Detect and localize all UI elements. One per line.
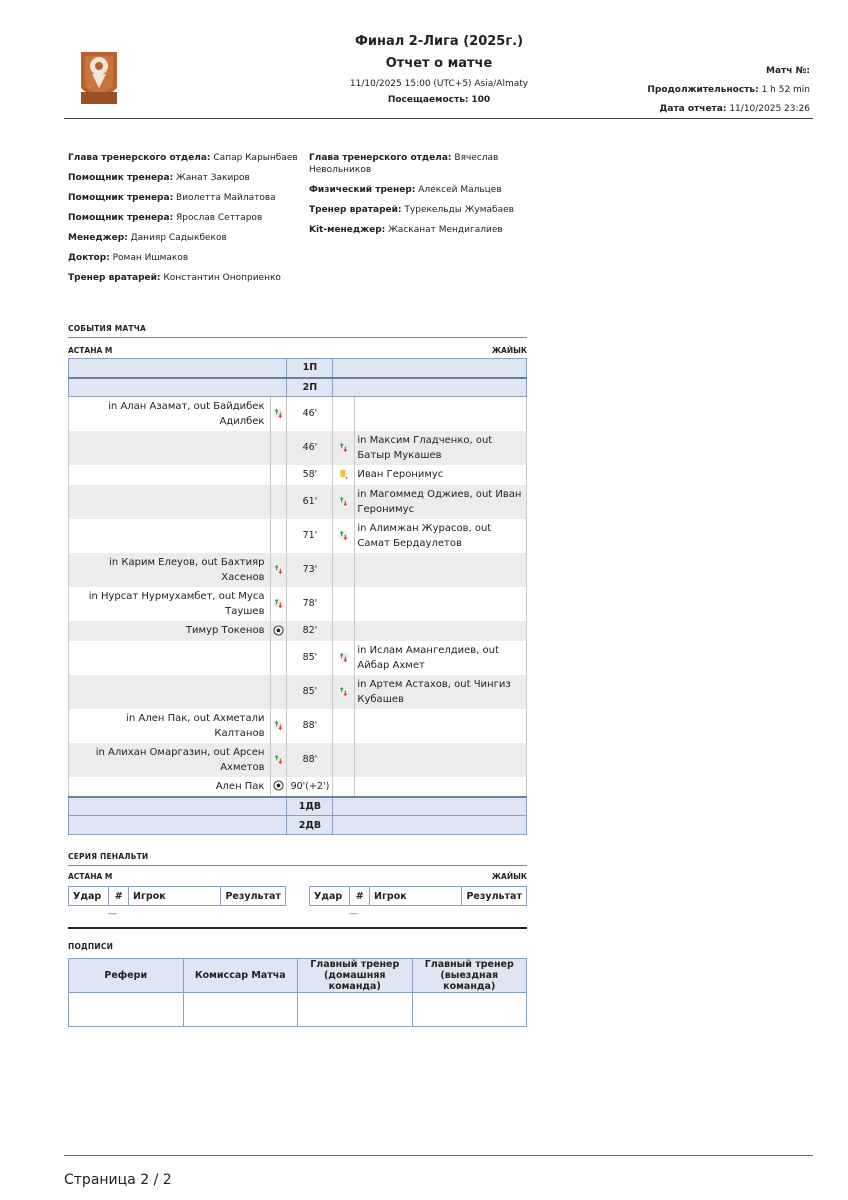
event-row — [69, 777, 527, 797]
events-away-team: ЖАЙЫК — [491, 346, 527, 355]
event-away-text — [355, 553, 527, 587]
goal-ball-icon — [273, 625, 284, 636]
event-home-text: in Алихан Омаргазин, out Арсен Ахметов — [69, 743, 271, 777]
event-away-icon-cell — [333, 485, 355, 519]
period-row-et1: 1ДВ — [69, 797, 527, 816]
report-title: Финал 2-Лига (2025г.) — [354, 34, 524, 49]
match-duration: Продолжительность: 1 h 52 min — [647, 85, 810, 95]
staff-row — [309, 224, 524, 236]
report-subtitle: Отчет о матче — [385, 56, 493, 71]
substitution-icon — [273, 598, 284, 609]
event-away-text — [355, 709, 527, 743]
period-row-et2: 2ДВ — [69, 816, 527, 835]
penalties-bottom-rule — [68, 927, 527, 929]
staff-role: Помощник тренера: — [68, 173, 174, 183]
staff-role: Помощник тренера: — [68, 213, 174, 223]
event-home-icon-cell — [271, 397, 287, 431]
footer-divider — [64, 1155, 813, 1156]
event-row — [69, 431, 527, 465]
home-penalties-empty: — — [108, 909, 117, 919]
event-minute: 85' — [287, 641, 333, 675]
signatures-section-title: ПОДПИСИ — [68, 942, 114, 951]
event-away-icon-cell — [333, 519, 355, 553]
event-away-text — [355, 397, 527, 431]
substitution-icon — [338, 496, 349, 507]
staff-name: Сапар Карынбаев — [213, 153, 298, 163]
event-away-text — [355, 743, 527, 777]
event-away-icon-cell — [333, 641, 355, 675]
sig-commissioner-header: Комиссар Матча — [183, 959, 298, 993]
event-home-text — [69, 465, 271, 485]
staff-name: Роман Ишмаков — [112, 253, 189, 263]
staff-row — [68, 152, 298, 164]
header-divider — [64, 118, 813, 119]
col-kick: Удар — [69, 887, 109, 906]
event-home-icon-cell — [271, 519, 287, 553]
staff-name: Ярослав Сеттаров — [176, 213, 263, 223]
away-penalties-empty: — — [349, 909, 358, 919]
substitution-icon — [338, 530, 349, 541]
event-row — [69, 709, 527, 743]
penalties-home-team: АСТАНА М — [68, 872, 113, 881]
staff-row — [68, 252, 298, 264]
event-home-text: in Алан Азамат, out Байдибек Адилбек — [69, 397, 271, 431]
event-away-icon-cell — [333, 465, 355, 485]
penalties-section-title: СЕРИЯ ПЕНАЛЬТИ — [68, 852, 149, 861]
event-away-icon-cell — [333, 431, 355, 465]
penalties-team-row — [68, 872, 527, 881]
event-minute: 90'(+2') — [287, 777, 333, 797]
home-staff-list — [68, 152, 298, 292]
event-minute: 46' — [287, 397, 333, 431]
staff-name: Вячеслав Невольников — [309, 153, 499, 175]
event-minute: 78' — [287, 587, 333, 621]
goal-ball-icon — [273, 780, 284, 791]
col-number: # — [109, 887, 129, 906]
event-row — [69, 641, 527, 675]
staff-row — [309, 204, 524, 216]
event-minute: 85' — [287, 675, 333, 709]
staff-role: Тренер вратарей: — [309, 205, 402, 215]
away-staff-list — [309, 152, 524, 244]
col-number: # — [350, 887, 370, 906]
event-row — [69, 485, 527, 519]
report-date: Дата отчета: 11/10/2025 23:26 — [659, 104, 810, 114]
staff-role: Глава тренерского отдела: — [68, 153, 211, 163]
staff-role: Тренер вратарей: — [68, 273, 161, 283]
event-home-icon-cell — [271, 777, 287, 797]
event-home-icon-cell — [271, 465, 287, 485]
col-player: Игрок — [129, 887, 221, 906]
event-away-icon-cell — [333, 587, 355, 621]
staff-name: Жанат Закиров — [176, 173, 250, 183]
event-away-icon-cell — [333, 621, 355, 641]
col-result: Результат — [462, 887, 527, 906]
event-away-icon-cell — [333, 553, 355, 587]
event-home-text: Ален Пак — [69, 777, 271, 797]
event-home-text: in Ален Пак, out Ахметали Калтанов — [69, 709, 271, 743]
event-home-icon-cell — [271, 743, 287, 777]
event-away-text: Иван Геронимус — [355, 465, 527, 485]
staff-row — [68, 172, 298, 184]
staff-name: Константин Оноприенко — [163, 273, 281, 283]
event-minute: 82' — [287, 621, 333, 641]
event-row — [69, 519, 527, 553]
col-player: Игрок — [370, 887, 462, 906]
event-home-icon-cell — [271, 675, 287, 709]
event-away-text: in Максим Гладченко, out Батыр Мукашев — [355, 431, 527, 465]
event-away-text: in Артем Астахов, out Чингиз Кубашев — [355, 675, 527, 709]
staff-role: Помощник тренера: — [68, 193, 174, 203]
event-away-icon-cell — [333, 675, 355, 709]
event-minute: 61' — [287, 485, 333, 519]
attendance: Посещаемость: 100 — [387, 95, 491, 105]
penalties-away-team: ЖАЙЫК — [491, 872, 527, 881]
event-home-text — [69, 675, 271, 709]
signatures-table — [68, 958, 527, 1027]
match-events-table — [68, 358, 527, 835]
event-home-text: in Нурсат Нурмухамбет, out Муса Таушев — [69, 587, 271, 621]
sig-away-coach-header: Главный тренер (выездная команда) — [412, 959, 527, 993]
substitution-icon — [338, 652, 349, 663]
events-home-team: АСТАНА М — [68, 346, 113, 355]
staff-row — [309, 184, 524, 196]
col-result: Результат — [221, 887, 286, 906]
event-row — [69, 587, 527, 621]
match-datetime: 11/10/2025 15:00 (UTC+5) Asia/Almaty — [349, 79, 529, 89]
event-away-text: in Алимжан Журасов, out Самат Бердаулетов — [355, 519, 527, 553]
staff-name: Жасканат Мендигалиев — [388, 225, 503, 235]
event-row — [69, 397, 527, 431]
event-home-icon-cell — [271, 485, 287, 519]
event-row — [69, 465, 527, 485]
substitution-icon — [273, 408, 284, 419]
staff-role: Физический тренер: — [309, 185, 416, 195]
event-away-icon-cell — [333, 709, 355, 743]
staff-role: Менеджер: — [68, 233, 128, 243]
substitution-icon — [338, 442, 349, 453]
substitution-icon — [273, 564, 284, 575]
event-away-icon-cell — [333, 777, 355, 797]
page-number: Страница 2 / 2 — [64, 1172, 172, 1188]
sig-away-coach-box — [412, 993, 527, 1027]
match-number: Матч №: — [766, 66, 810, 76]
event-away-icon-cell — [333, 743, 355, 777]
events-section-title: СОБЫТИЯ МАТЧА — [68, 324, 146, 333]
event-home-text — [69, 485, 271, 519]
away-penalties-table — [309, 886, 527, 906]
event-away-text: in Ислам Амангелдиев, out Айбар Ахмет — [355, 641, 527, 675]
event-minute: 58' — [287, 465, 333, 485]
event-minute: 88' — [287, 743, 333, 777]
event-away-icon-cell — [333, 397, 355, 431]
event-home-icon-cell — [271, 709, 287, 743]
event-away-text: in Магоммед Оджиев, out Иван Геронимус — [355, 485, 527, 519]
sig-home-coach-header: Главный тренер (домашняя команда) — [298, 959, 413, 993]
penalties-section-divider — [68, 865, 527, 866]
staff-role: Kit-менеджер: — [309, 225, 386, 235]
sig-commissioner-box — [183, 993, 298, 1027]
substitution-icon — [273, 720, 284, 731]
event-home-text: Тимур Токенов — [69, 621, 271, 641]
events-team-row — [68, 346, 527, 355]
event-home-icon-cell — [271, 621, 287, 641]
event-home-icon-cell — [271, 553, 287, 587]
sig-referee-box — [69, 993, 184, 1027]
staff-row — [68, 232, 298, 244]
col-kick: Удар — [310, 887, 350, 906]
event-home-text — [69, 519, 271, 553]
yellow-card-icon — [338, 469, 349, 480]
event-minute: 88' — [287, 709, 333, 743]
staff-name: Турекельды Жумабаев — [404, 205, 514, 215]
period-row-2p: 2П — [69, 378, 527, 397]
substitution-icon — [338, 686, 349, 697]
staff-name: Данияр Садыкбеков — [130, 233, 227, 243]
event-home-icon-cell — [271, 587, 287, 621]
staff-name: Алексей Мальцев — [418, 185, 502, 195]
event-row — [69, 621, 527, 641]
event-minute: 73' — [287, 553, 333, 587]
event-row — [69, 675, 527, 709]
event-row — [69, 553, 527, 587]
staff-role: Доктор: — [68, 253, 110, 263]
match-meta — [647, 62, 810, 119]
event-row — [69, 743, 527, 777]
event-away-text — [355, 621, 527, 641]
event-home-icon-cell — [271, 641, 287, 675]
event-away-text — [355, 587, 527, 621]
event-home-text: in Карим Елеуов, out Бахтияр Хасенов — [69, 553, 271, 587]
staff-role: Глава тренерского отдела: — [309, 153, 452, 163]
events-section-divider — [68, 337, 527, 338]
event-home-text — [69, 641, 271, 675]
event-away-text — [355, 777, 527, 797]
staff-row — [309, 152, 524, 176]
staff-name: Виолетта Майлатова — [176, 193, 276, 203]
event-minute: 71' — [287, 519, 333, 553]
staff-row — [68, 272, 298, 284]
sig-home-coach-box — [298, 993, 413, 1027]
event-home-text — [69, 431, 271, 465]
event-minute: 46' — [287, 431, 333, 465]
event-home-icon-cell — [271, 431, 287, 465]
substitution-icon — [273, 754, 284, 765]
period-row-1p: 1П — [69, 359, 527, 378]
home-penalties-table — [68, 886, 286, 906]
staff-row — [68, 192, 298, 204]
staff-row — [68, 212, 298, 224]
sig-referee-header: Рефери — [69, 959, 184, 993]
